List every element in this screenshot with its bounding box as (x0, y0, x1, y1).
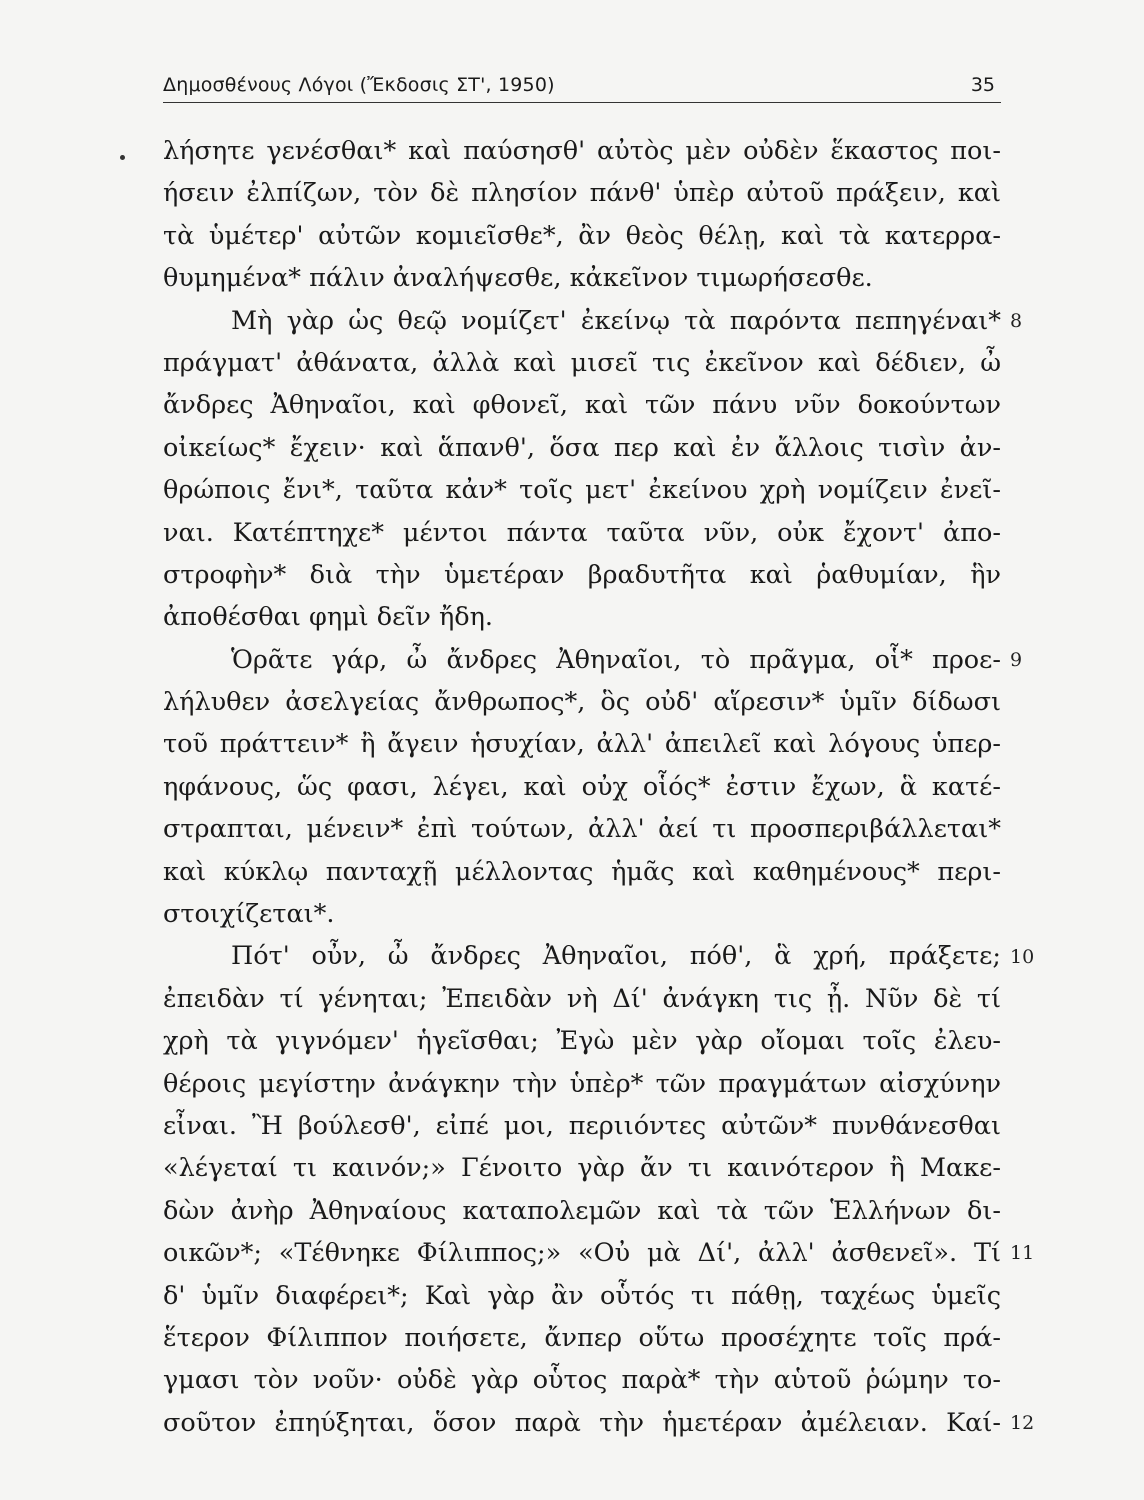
text-line: δὼν ἀνὴρ Ἀθηναίους καταπολεμῶν καὶ τὰ τῶν Ἑλλήνων δι- (163, 1195, 1001, 1226)
text-line: λήλυθεν ἀσελγείας ἄνθρωπος*, ὃς οὐδ' αἵρεσιν* ὑμῖν δίδωσι (163, 687, 1001, 718)
text-line: ἄνδρες Ἀθηναῖοι, καὶ φθονεῖ, καὶ τῶν πάνυ νῦν δοκούντων (163, 390, 1001, 421)
text-line: οἰκείως* ἔχειν· καὶ ἅπανθ', ὅσα περ καὶ ἐν ἄλλοις τισὶν ἀν- (163, 432, 1001, 463)
text-line: καὶ κύκλῳ πανταχῇ μέλλοντας ἡμᾶς καὶ καθημένους* περι- (163, 856, 1001, 887)
text-line: σοῦτον ἐπηύξηται, ὅσον παρὰ τὴν ἡμετέραν ἀμέλειαν. Καί- (163, 1407, 1001, 1438)
text-line: ἕτερον Φίλιππον ποιήσετε, ἄνπερ οὕτω προσέχητε τοῖς πρά- (163, 1322, 1001, 1353)
margin-dot-mark (120, 155, 125, 160)
section-number: 12 (1010, 1412, 1035, 1434)
text-line: δ' ὑμῖν διαφέρει*; Καὶ γὰρ ἂν οὗτός τι πάθῃ, ταχέως ὑμεῖς (163, 1280, 1001, 1311)
text-line: θρώποις ἔνι*, ταῦτα κἀν* τοῖς μετ' ἐκείνου χρὴ νομίζειν ἐνεῖ- (163, 475, 1001, 506)
text-line: χρὴ τὰ γιγνόμεν' ἡγεῖσθαι; Ἐγὼ μὲν γὰρ οἴομαι τοῖς ἐλευ- (163, 1026, 1001, 1057)
body-text (163, 130, 1001, 1444)
text-line: Πότ' οὖν, ὦ ἄνδρες Ἀθηναῖοι, πόθ', ἃ χρή, πράξετε; (231, 941, 1001, 972)
text-line: στοιχίζεται*. (163, 899, 335, 930)
text-line: θυμημένα* πάλιν ἀναλήψεσθε, κἀκεῖνον τιμωρήσεσθε. (163, 263, 873, 294)
text-line: ἀποθέσθαι φημὶ δεῖν ἤδη. (163, 602, 493, 633)
text-line: εἶναι. Ἢ βούλεσθ', εἰπέ μοι, περιιόντες αὐτῶν* πυνθάνεσθαι (163, 1110, 1001, 1141)
text-line: τοῦ πράττειν* ἢ ἄγειν ἡσυχίαν, ἀλλ' ἀπειλεῖ καὶ λόγους ὑπερ- (163, 729, 1001, 760)
section-number: 8 (1010, 309, 1023, 332)
text-line: ήσειν ἐλπίζων, τὸν δὲ πλησίον πάνθ' ὑπὲρ αὐτοῦ πράξειν, καὶ (163, 178, 1001, 209)
section-number: 9 (1010, 648, 1023, 671)
header-rule (163, 102, 1001, 103)
text-line: «λέγεταί τι καινόν;» Γένοιτο γὰρ ἄν τι καινότερον ἢ Μακε- (163, 1153, 1001, 1184)
running-header (163, 72, 1001, 104)
section-number: 10 (1010, 945, 1035, 968)
text-line: λήσητε γενέσθαι* καὶ παύσησθ' αὐτὸς μὲν οὐδὲν ἕκαστος ποι- (163, 136, 1001, 166)
text-line: γμασι τὸν νοῦν· οὐδὲ γὰρ οὗτος παρὰ* τὴν αὑτοῦ ῥώμην το- (163, 1365, 1001, 1396)
text-line: οικῶν*; «Τέθνηκε Φίλιππος;» «Οὐ μὰ Δί', ἀλλ' ἀσθενεῖ». Τί (163, 1238, 1001, 1269)
text-line: ἐπειδὰν τί γένηται; Ἐπειδὰν νὴ Δί' ἀνάγκη τις ᾖ. Νῦν δὲ τί (163, 983, 1001, 1014)
text-line: Μὴ γὰρ ὡς θεῷ νομίζετ' ἐκείνῳ τὰ παρόντα πεπηγέναι* (231, 305, 1001, 336)
text-line: στραπται, μένειν* ἐπὶ τούτων, ἀλλ' ἀεί τι προσπεριβάλλεται* (163, 814, 1001, 845)
text-line: ηφάνους, ὥς φασι, λέγει, καὶ οὐχ οἷός* ἐστιν ἔχων, ἃ κατέ- (163, 771, 1001, 802)
section-number: 11 (1010, 1242, 1035, 1265)
text-line: ναι. Κατέπτηχε* μέντοι πάντα ταῦτα νῦν, οὐκ ἔχοντ' ἀπο- (163, 517, 1001, 548)
text-line: στροφὴν* διὰ τὴν ὑμετέραν βραδυτῆτα καὶ ῥαθυμίαν, ἣν (163, 559, 1001, 590)
text-line: πράγματ' ἀθάνατα, ἀλλὰ καὶ μισεῖ τις ἐκεῖνον καὶ δέδιεν, ὦ (163, 347, 1001, 378)
page-number: 35 (970, 74, 995, 96)
header-title: Δημοσθένους Λόγοι (Ἔκδοσις ΣΤ', 1950) (163, 74, 555, 96)
text-line: Ὁρᾶτε γάρ, ὦ ἄνδρες Ἀθηναῖοι, τὸ πρᾶγμα, οἷ* προε- (231, 644, 1001, 675)
text-line: τὰ ὑμέτερ' αὐτῶν κομιεῖσθε*, ἂν θεὸς θέλῃ, καὶ τὰ κατερρα- (163, 220, 1001, 251)
text-line: θέροις μεγίστην ἀνάγκην τὴν ὑπὲρ* τῶν πραγμάτων αἰσχύνην (163, 1068, 1001, 1099)
